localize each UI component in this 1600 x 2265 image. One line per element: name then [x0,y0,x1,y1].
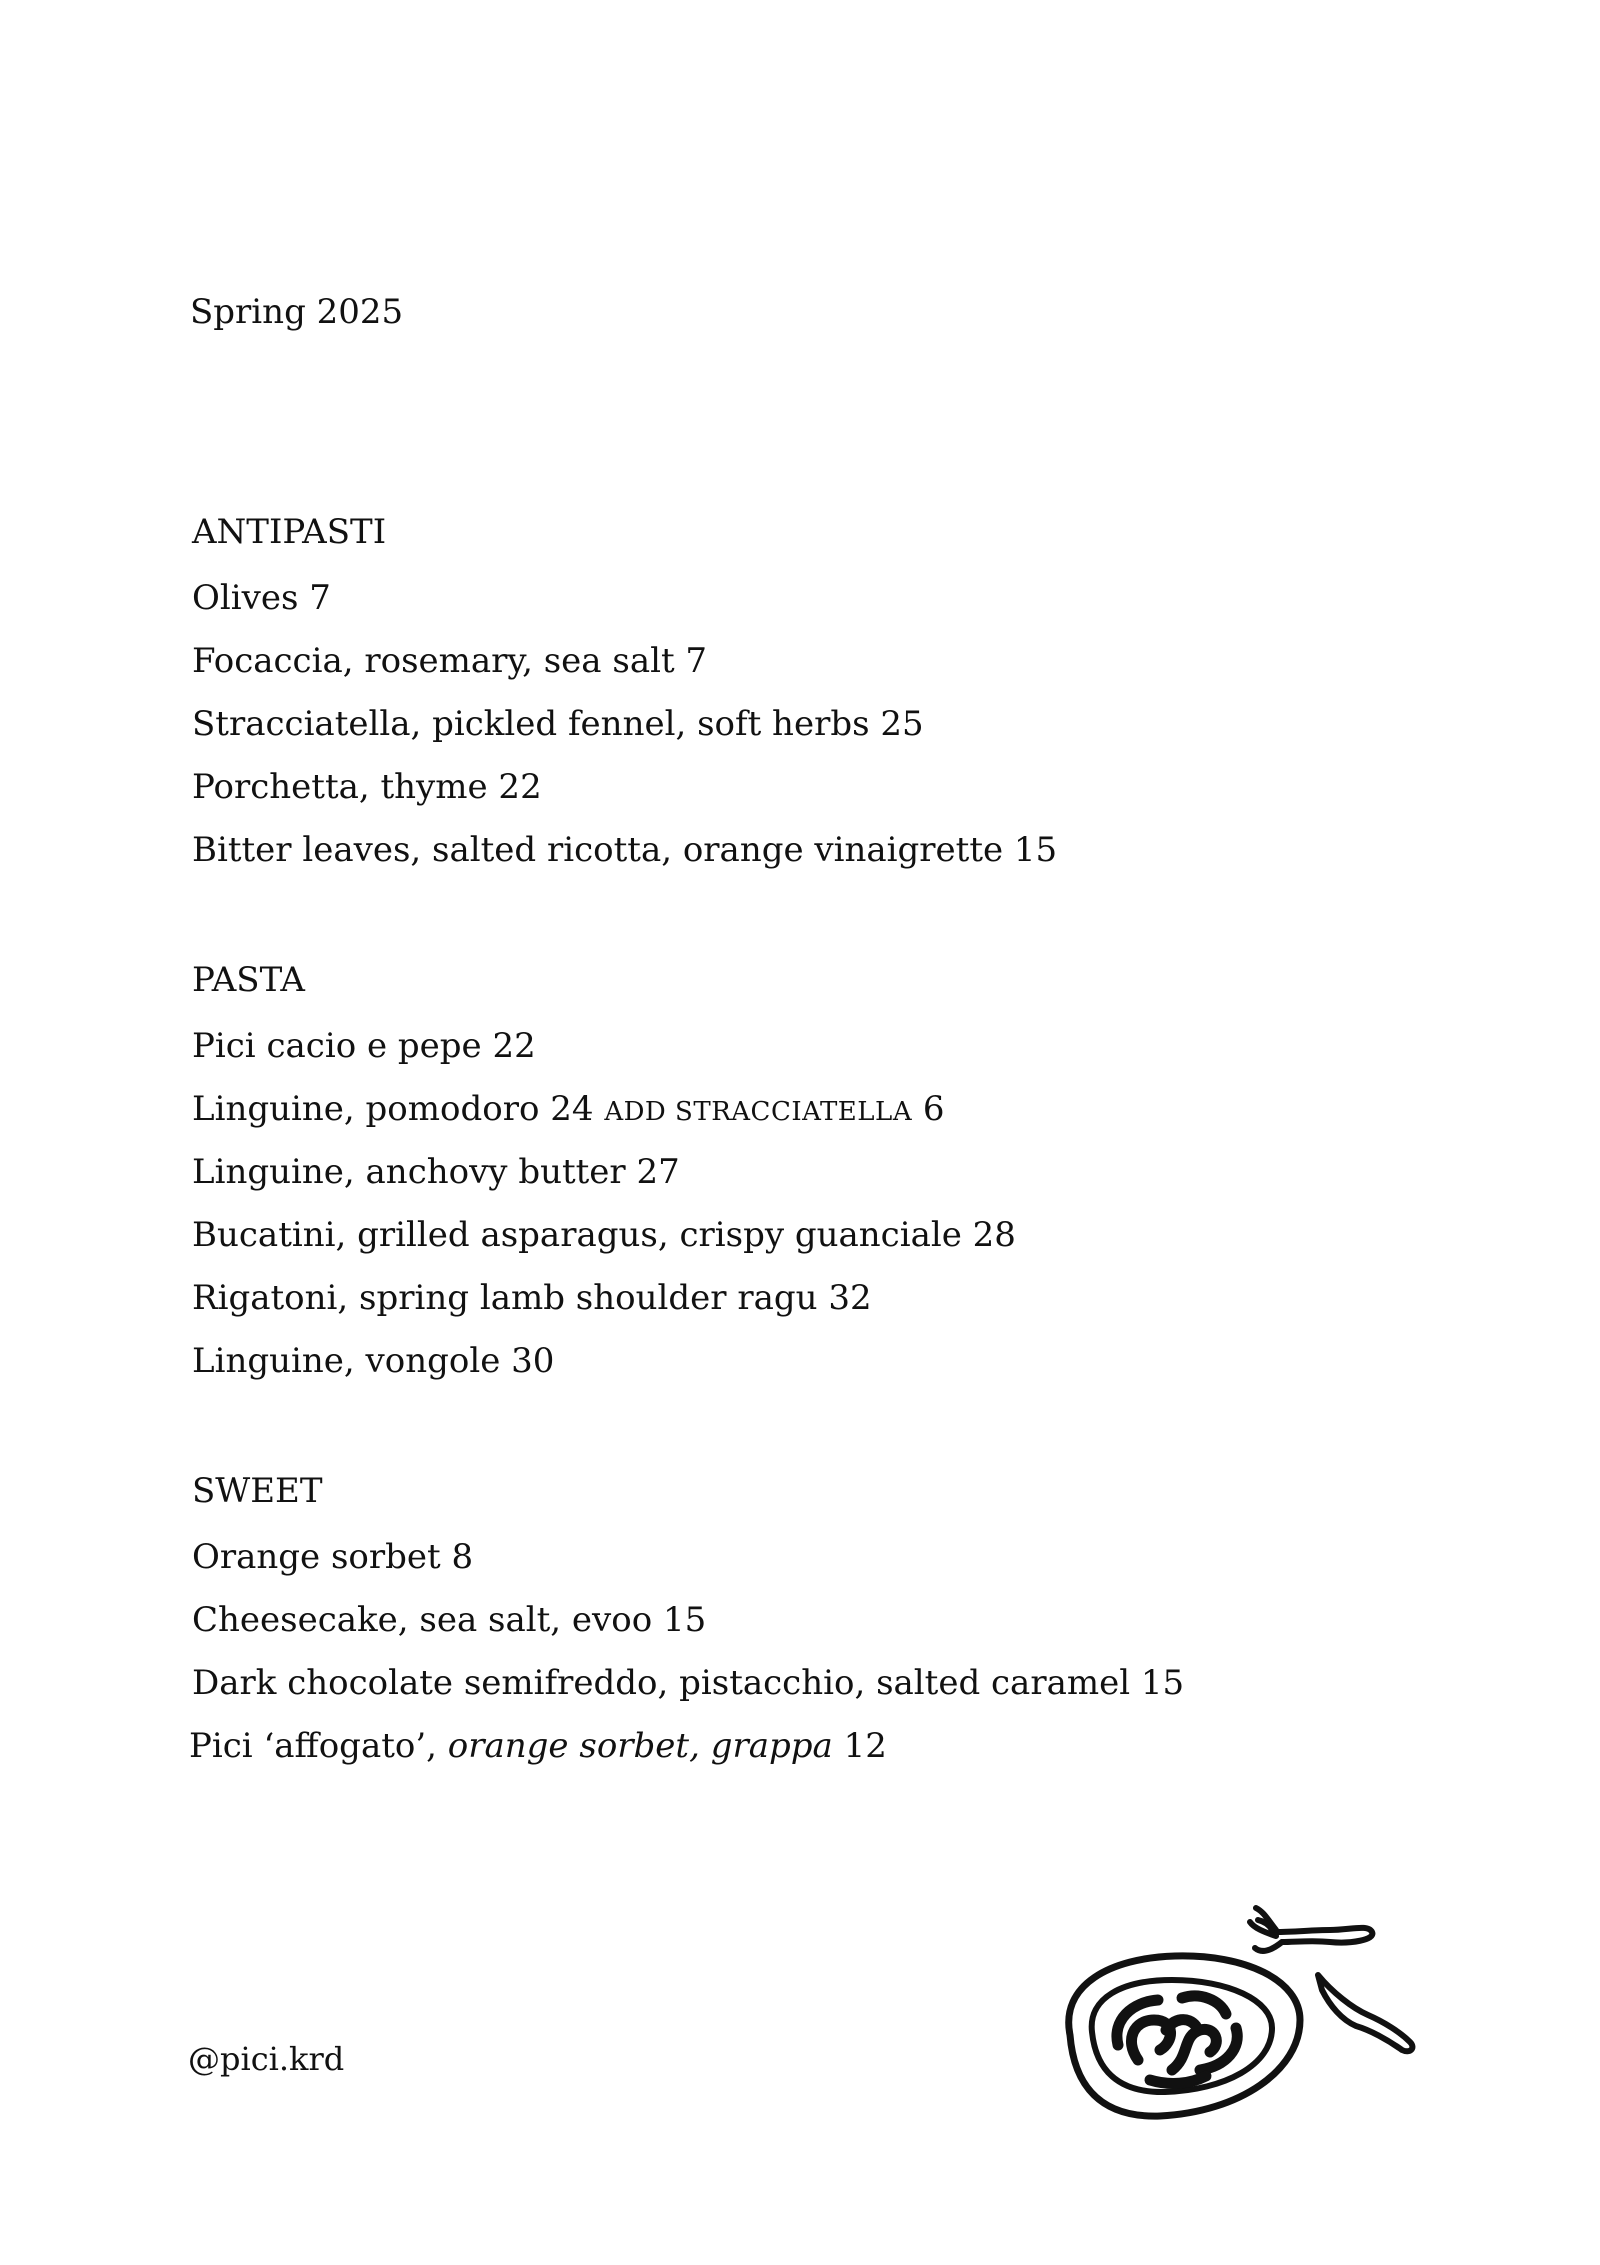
menu-item: Olives 7 [192,578,331,618]
section-antipasti [192,512,1442,870]
menu-item: Focaccia, rosemary, sea salt 7 [192,641,708,681]
menu-item: Stracciatella, pickled fennel, soft herbs 25 [192,704,924,744]
pasta-swirl-icon [1117,1996,1237,2084]
menu-item [189,1726,1442,1766]
menu-item-text: Linguine, pomodoro 24 [192,1089,594,1129]
menu-item: Orange sorbet 8 [192,1537,474,1577]
pasta-plate-illustration [1050,1880,1460,2130]
section-title: PASTA [192,960,305,1000]
menu [189,512,1442,1789]
menu-item: Pici cacio e pepe 22 [192,1026,536,1066]
fork-icon [1250,1908,1372,1951]
section-sweet [189,1471,1442,1766]
section-pasta [192,960,1442,1381]
menu-item: Bitter leaves, salted ricotta, orange vinaigrette 15 [192,830,1058,870]
menu-item: Rigatoni, spring lamb shoulder ragu 32 [192,1278,872,1318]
menu-item-addon-price: 6 [922,1089,945,1129]
menu-item-italic: orange sorbet, grappa [447,1726,833,1766]
menu-item: Cheesecake, sea salt, evoo 15 [192,1600,707,1640]
menu-item: Linguine, vongole 30 [192,1341,555,1381]
instagram-handle: @pici.krd [188,2040,345,2078]
menu-item: Linguine, anchovy butter 27 [192,1152,680,1192]
menu-item-addon: ADD STRACCIATELLA [604,1097,913,1127]
menu-item: Porchetta, thyme 22 [192,767,542,807]
knife-icon [1318,1975,1412,2051]
section-title: SWEET [192,1471,323,1511]
menu-item-price: 12 [843,1726,887,1766]
menu-item-text: Pici ‘affogato’, [189,1726,437,1766]
section-title: ANTIPASTI [192,512,387,552]
menu-item: Dark chocolate semifreddo, pistacchio, salted caramel 15 [192,1663,1185,1703]
menu-item [192,1089,1442,1129]
menu-season: Spring 2025 [190,292,404,332]
menu-item: Bucatini, grilled asparagus, crispy guanciale 28 [192,1215,1016,1255]
